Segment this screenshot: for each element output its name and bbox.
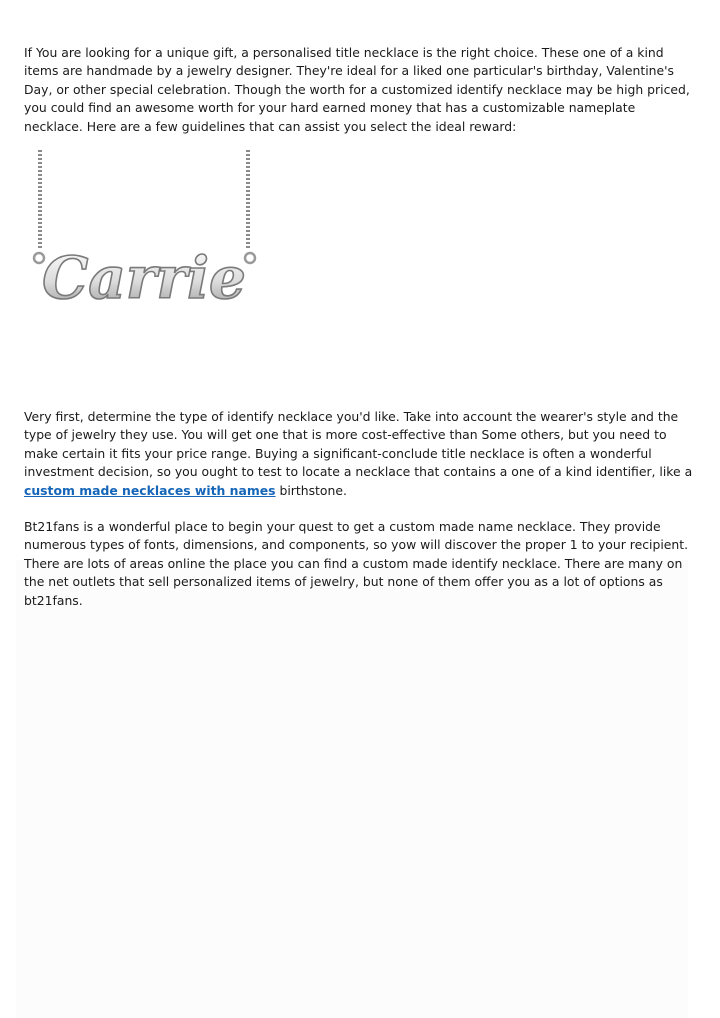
right-jump-ring — [245, 253, 255, 263]
custom-necklaces-link[interactable]: custom made necklaces with names — [24, 482, 276, 498]
second-paragraph-tail: birthstone. — [275, 482, 347, 498]
second-paragraph-text: Very first, determine the type of identify necklace you'd like. Take into account the wearer's style and the type of jewelry they use. You will get one that is more cost-effective than Some others, but you need to make certain it fits your price range. Buying a significant-conclude title necklace is often a wonderful investment decision, so you ought to test to locate a necklace that contains a one of a kind identifier, like a — [24, 409, 693, 480]
page-lower-shade — [16, 560, 688, 1018]
second-paragraph — [24, 408, 696, 500]
third-paragraph: Bt21fans is a wonderful place to begin your quest to get a custom made name necklace. They provide numerous types of fonts, dimensions, and components, so yow will discover the proper 1 to your recipient. There are lots of areas online the place you can find a custom made identify necklace. There are many on the net outlets that sell personalized items of jewelry, but none of them offer you as a lot of options as bt21fans. — [24, 519, 689, 608]
necklace-illustration — [24, 150, 274, 394]
intro-paragraph: If You are looking for a unique gift, a personalised title necklace is the right choice. These one of a kind items are handmade by a jewelry designer. They're ideal for a liked one particular's birthday, Valentine's Day, or other special celebration. Though the worth for a customized identify necklace may be high priced, you could find an awesome worth for your hard earned money that has a customizable nameplate necklace. Here are a few guidelines that can assist you select the ideal reward: — [24, 45, 690, 134]
name-necklace-image — [24, 150, 274, 394]
nameplate-text: Carrie — [42, 244, 246, 312]
article-body — [24, 44, 696, 610]
